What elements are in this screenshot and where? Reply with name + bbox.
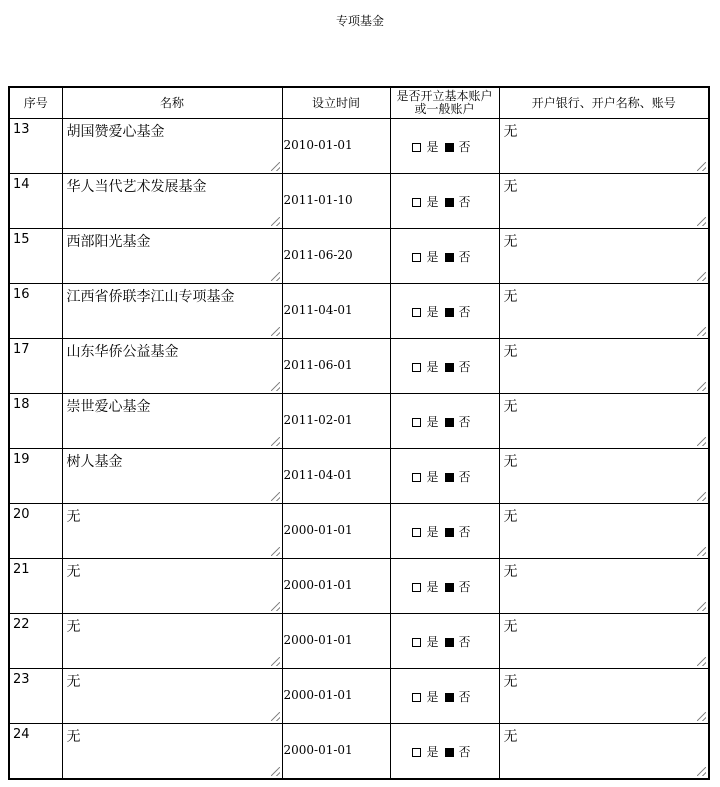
cell-date — [282, 394, 390, 449]
name-field[interactable] — [62, 119, 282, 174]
no-checkbox[interactable] — [445, 363, 454, 372]
resize-grip-icon[interactable] — [271, 162, 280, 171]
bank-field[interactable] — [499, 614, 709, 669]
bank-info: 无 — [503, 124, 518, 140]
yes-label: 是 — [426, 470, 439, 484]
no-label: 否 — [458, 305, 471, 319]
cell-date — [282, 504, 390, 559]
row-number: 13 — [13, 122, 30, 137]
established-date: 2011-06-20 — [283, 248, 353, 262]
fund-name: 崇世爱心基金 — [66, 399, 151, 415]
header-account-line2: 或一般账户 — [414, 102, 475, 116]
bank-info: 无 — [503, 674, 518, 690]
header-date: 设立时间 — [282, 87, 390, 119]
fund-name: 西部阳光基金 — [66, 234, 151, 250]
no-label: 否 — [458, 580, 471, 594]
established-date: 2011-01-10 — [283, 193, 353, 207]
cell-date — [282, 559, 390, 614]
name-field[interactable] — [62, 339, 282, 394]
name-field[interactable] — [62, 504, 282, 559]
fund-name: 山东华侨公益基金 — [66, 344, 179, 360]
account-choice — [391, 688, 499, 705]
resize-grip-icon[interactable] — [697, 327, 706, 336]
no-checkbox[interactable] — [445, 583, 454, 592]
no-label: 否 — [458, 360, 471, 374]
row-number: 23 — [13, 672, 30, 687]
name-field[interactable] — [62, 229, 282, 284]
cell-no — [9, 119, 62, 174]
table-row — [9, 449, 709, 504]
cell-date — [282, 339, 390, 394]
no-label: 否 — [458, 470, 471, 484]
fund-table — [8, 86, 710, 780]
cell-date — [282, 614, 390, 669]
name-field[interactable] — [62, 174, 282, 229]
fund-name: 无 — [66, 509, 81, 525]
account-choice — [391, 523, 499, 540]
no-label: 否 — [458, 690, 471, 704]
yes-label: 是 — [426, 250, 439, 264]
resize-grip-icon[interactable] — [271, 767, 280, 776]
bank-field[interactable] — [499, 119, 709, 174]
fund-name: 无 — [66, 564, 81, 580]
row-number: 15 — [13, 232, 30, 247]
bank-field[interactable] — [499, 174, 709, 229]
cell-no — [9, 394, 62, 449]
page-title: 专项基金 — [335, 14, 384, 28]
row-number: 21 — [13, 562, 30, 577]
no-checkbox[interactable] — [445, 143, 454, 152]
name-field[interactable] — [62, 284, 282, 339]
no-checkbox[interactable] — [445, 748, 454, 757]
resize-grip-icon[interactable] — [271, 492, 280, 501]
resize-grip-icon[interactable] — [271, 272, 280, 281]
cell-no — [9, 174, 62, 229]
cell-account-choice — [390, 339, 499, 394]
cell-account-choice — [390, 724, 499, 780]
header-bank: 开户银行、开户名称、账号 — [499, 87, 709, 119]
bank-field[interactable] — [499, 669, 709, 724]
resize-grip-icon[interactable] — [271, 712, 280, 721]
fund-name: 树人基金 — [66, 454, 123, 470]
yes-checkbox[interactable] — [412, 363, 421, 372]
cell-account-choice — [390, 284, 499, 339]
established-date: 2011-04-01 — [283, 303, 353, 317]
yes-checkbox[interactable] — [412, 253, 421, 262]
established-date: 2000-01-01 — [283, 743, 353, 757]
row-number: 20 — [13, 507, 30, 522]
resize-grip-icon[interactable] — [271, 382, 280, 391]
table-row — [9, 339, 709, 394]
header-account-type — [390, 87, 499, 119]
yes-label: 是 — [426, 360, 439, 374]
cell-account-choice — [390, 449, 499, 504]
account-choice — [391, 633, 499, 650]
no-checkbox[interactable] — [445, 473, 454, 482]
no-label: 否 — [458, 635, 471, 649]
table-row — [9, 229, 709, 284]
cell-date — [282, 724, 390, 780]
no-checkbox[interactable] — [445, 638, 454, 647]
table-row — [9, 394, 709, 449]
cell-no — [9, 449, 62, 504]
cell-account-choice — [390, 559, 499, 614]
name-field[interactable] — [62, 614, 282, 669]
cell-date — [282, 284, 390, 339]
resize-grip-icon[interactable] — [271, 437, 280, 446]
account-choice — [391, 138, 499, 155]
bank-info: 无 — [503, 619, 518, 635]
cell-no — [9, 284, 62, 339]
yes-checkbox[interactable] — [412, 748, 421, 757]
cell-no — [9, 559, 62, 614]
bank-field[interactable] — [499, 284, 709, 339]
resize-grip-icon[interactable] — [697, 217, 706, 226]
name-field[interactable] — [62, 724, 282, 780]
cell-account-choice — [390, 504, 499, 559]
bank-field[interactable] — [499, 724, 709, 780]
bank-info: 无 — [503, 234, 518, 250]
resize-grip-icon[interactable] — [697, 767, 706, 776]
bank-info: 无 — [503, 729, 518, 745]
fund-name: 胡国赞爱心基金 — [66, 124, 165, 140]
established-date: 2011-02-01 — [283, 413, 353, 427]
account-choice — [391, 303, 499, 320]
table-row — [9, 174, 709, 229]
table-row — [9, 284, 709, 339]
fund-name: 无 — [66, 619, 81, 635]
yes-label: 是 — [426, 525, 439, 539]
header-account-line1: 是否开立基本账户 — [396, 89, 493, 103]
cell-no — [9, 669, 62, 724]
established-date: 2000-01-01 — [283, 688, 353, 702]
yes-label: 是 — [426, 635, 439, 649]
bank-info: 无 — [503, 289, 518, 305]
resize-grip-icon[interactable] — [697, 437, 706, 446]
cell-account-choice — [390, 669, 499, 724]
established-date: 2011-04-01 — [283, 468, 353, 482]
resize-grip-icon[interactable] — [697, 162, 706, 171]
no-label: 否 — [458, 140, 471, 154]
cell-no — [9, 724, 62, 780]
yes-checkbox[interactable] — [412, 418, 421, 427]
resize-grip-icon[interactable] — [697, 602, 706, 611]
name-field[interactable] — [62, 394, 282, 449]
row-number: 24 — [13, 727, 30, 742]
resize-grip-icon[interactable] — [271, 217, 280, 226]
fund-name: 江西省侨联李江山专项基金 — [66, 289, 235, 305]
yes-checkbox[interactable] — [412, 693, 421, 702]
yes-label: 是 — [426, 690, 439, 704]
established-date: 2000-01-01 — [283, 523, 353, 537]
name-field[interactable] — [62, 559, 282, 614]
name-field[interactable] — [62, 449, 282, 504]
cell-no — [9, 229, 62, 284]
row-number: 18 — [13, 397, 30, 412]
cell-account-choice — [390, 614, 499, 669]
resize-grip-icon[interactable] — [697, 492, 706, 501]
table-row — [9, 614, 709, 669]
no-label: 否 — [458, 745, 471, 759]
yes-checkbox[interactable] — [412, 473, 421, 482]
bank-field[interactable] — [499, 559, 709, 614]
bank-info: 无 — [503, 509, 518, 525]
bank-info: 无 — [503, 454, 518, 470]
row-number: 22 — [13, 617, 30, 632]
cell-no — [9, 339, 62, 394]
yes-label: 是 — [426, 305, 439, 319]
established-date: 2011-06-01 — [283, 358, 353, 372]
name-field[interactable] — [62, 669, 282, 724]
yes-checkbox[interactable] — [412, 528, 421, 537]
resize-grip-icon[interactable] — [271, 602, 280, 611]
no-checkbox[interactable] — [445, 693, 454, 702]
resize-grip-icon[interactable] — [697, 657, 706, 666]
header-name: 名称 — [62, 87, 282, 119]
no-label: 否 — [458, 195, 471, 209]
yes-checkbox[interactable] — [412, 638, 421, 647]
no-checkbox[interactable] — [445, 528, 454, 537]
bank-field[interactable] — [499, 339, 709, 394]
bank-field[interactable] — [499, 504, 709, 559]
table-row — [9, 669, 709, 724]
cell-date — [282, 119, 390, 174]
account-choice — [391, 413, 499, 430]
account-choice — [391, 578, 499, 595]
resize-grip-icon[interactable] — [697, 272, 706, 281]
bank-field[interactable] — [499, 229, 709, 284]
no-label: 否 — [458, 525, 471, 539]
account-choice — [391, 743, 499, 760]
fund-name: 无 — [66, 729, 81, 745]
bank-info: 无 — [503, 179, 518, 195]
account-choice — [391, 248, 499, 265]
cell-no — [9, 614, 62, 669]
row-number: 19 — [13, 452, 30, 467]
resize-grip-icon[interactable] — [271, 327, 280, 336]
no-label: 否 — [458, 250, 471, 264]
cell-date — [282, 229, 390, 284]
table-row — [9, 119, 709, 174]
header-no: 序号 — [9, 87, 62, 119]
no-checkbox[interactable] — [445, 308, 454, 317]
account-choice — [391, 193, 499, 210]
resize-grip-icon[interactable] — [697, 382, 706, 391]
table-row — [9, 724, 709, 780]
no-checkbox[interactable] — [445, 418, 454, 427]
bank-field[interactable] — [499, 449, 709, 504]
yes-checkbox[interactable] — [412, 583, 421, 592]
row-number: 16 — [13, 287, 30, 302]
cell-no — [9, 504, 62, 559]
yes-checkbox[interactable] — [412, 198, 421, 207]
cell-account-choice — [390, 394, 499, 449]
yes-label: 是 — [426, 140, 439, 154]
bank-info: 无 — [503, 344, 518, 360]
account-choice — [391, 468, 499, 485]
no-checkbox[interactable] — [445, 253, 454, 262]
row-number: 14 — [13, 177, 30, 192]
yes-checkbox[interactable] — [412, 308, 421, 317]
resize-grip-icon[interactable] — [271, 657, 280, 666]
yes-checkbox[interactable] — [412, 143, 421, 152]
no-checkbox[interactable] — [445, 198, 454, 207]
established-date: 2000-01-01 — [283, 633, 353, 647]
resize-grip-icon[interactable] — [697, 712, 706, 721]
fund-name: 华人当代艺术发展基金 — [66, 179, 207, 195]
table-header-row — [9, 87, 709, 119]
resize-grip-icon[interactable] — [271, 547, 280, 556]
no-label: 否 — [458, 415, 471, 429]
cell-date — [282, 449, 390, 504]
bank-info: 无 — [503, 564, 518, 580]
yes-label: 是 — [426, 415, 439, 429]
table-row — [9, 559, 709, 614]
account-choice — [391, 358, 499, 375]
fund-name: 无 — [66, 674, 81, 690]
row-number: 17 — [13, 342, 30, 357]
bank-info: 无 — [503, 399, 518, 415]
resize-grip-icon[interactable] — [697, 547, 706, 556]
table-row — [9, 504, 709, 559]
yes-label: 是 — [426, 580, 439, 594]
cell-account-choice — [390, 174, 499, 229]
cell-date — [282, 174, 390, 229]
yes-label: 是 — [426, 195, 439, 209]
cell-date — [282, 669, 390, 724]
cell-account-choice — [390, 229, 499, 284]
established-date: 2010-01-01 — [283, 138, 353, 152]
bank-field[interactable] — [499, 394, 709, 449]
cell-account-choice — [390, 119, 499, 174]
established-date: 2000-01-01 — [283, 578, 353, 592]
yes-label: 是 — [426, 745, 439, 759]
